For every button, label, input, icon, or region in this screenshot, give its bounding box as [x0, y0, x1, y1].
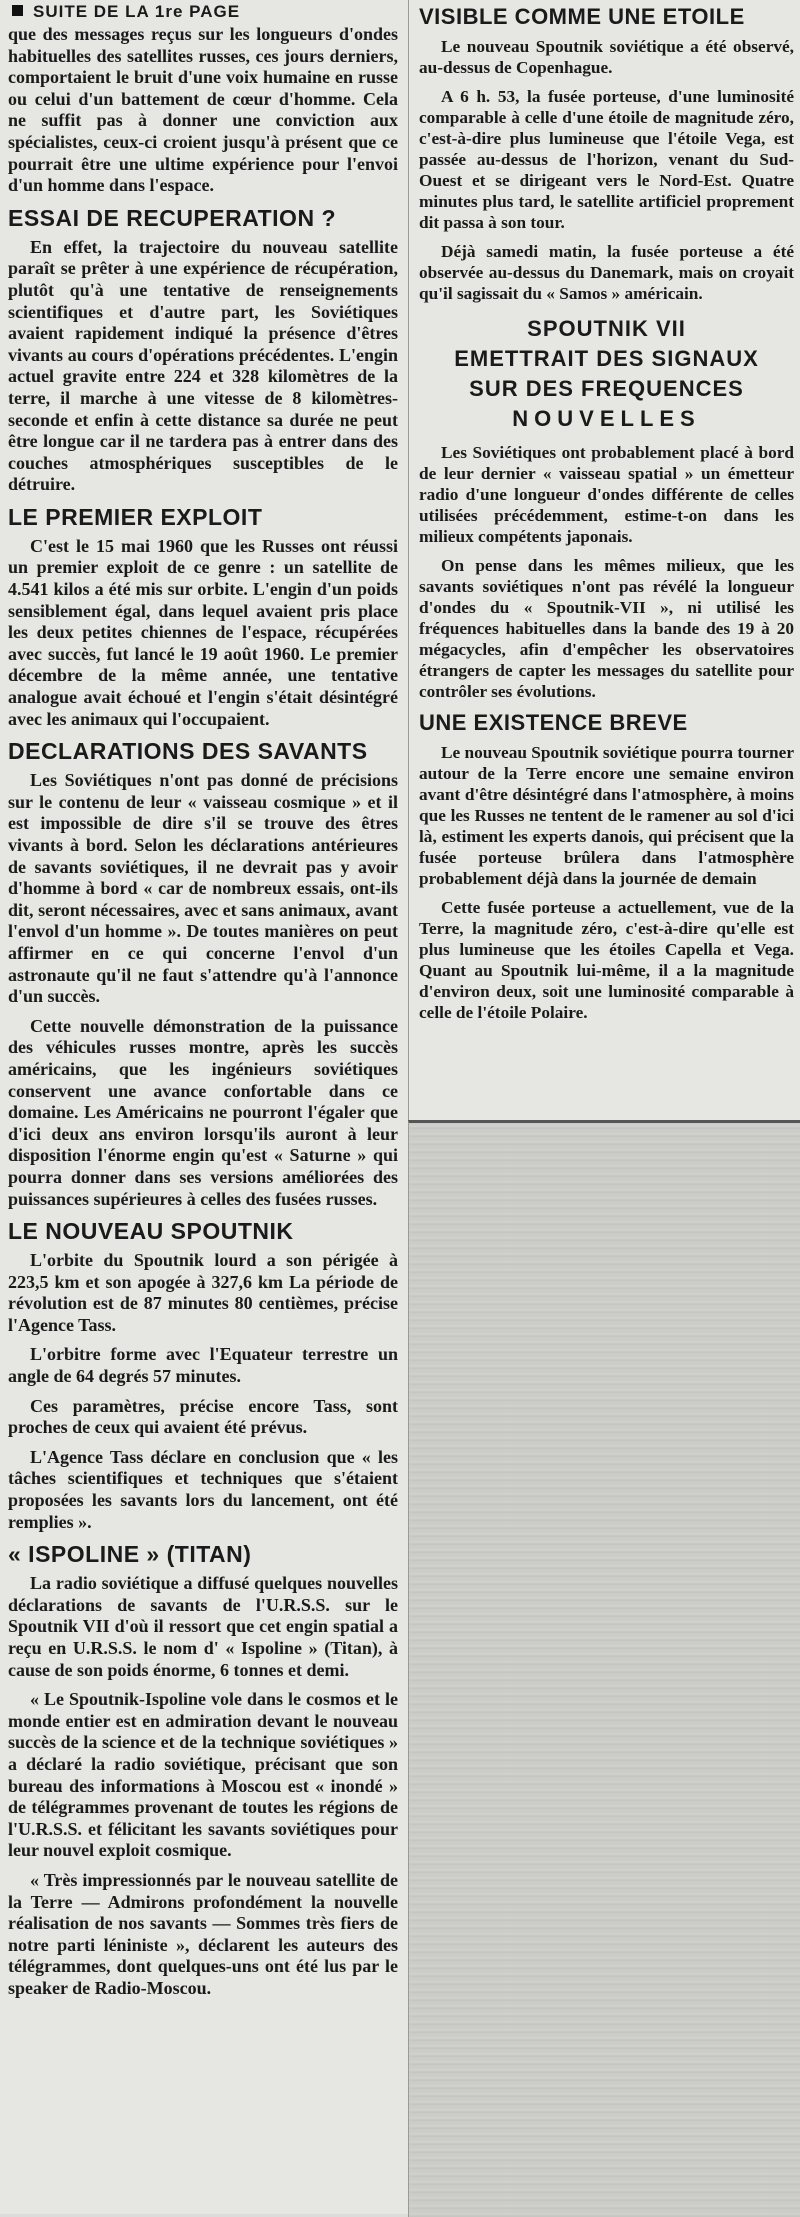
square-bullet-icon: [12, 5, 23, 16]
article-paragraph: Les Soviétiques n'ont pas donné de précisions sur le contenu de leur « vaisseau cosmique » et il est impossible de dire s'il se trouve des êtres vivants à bord. Selon les déclarations antérieures de savants soviétiques, il ne devrait pas y avoir d'homme à bord « car de nombreux essais, ont-ils dit, seront nécessaires, avec et sans animaux, avant l'envol d'un homme ». De toutes manières on peut affirmer en ce qui concerne l'envol d'un astronaute qu'il ne faut s'attendre qu'à l'annonce d'un succès.: [8, 770, 398, 1007]
heading-nouveau-spoutnik: LE NOUVEAU SPOUTNIK: [8, 1218, 294, 1245]
article-paragraph: « Très impressionnés par le nouveau satellite de la Terre — Admirons profondément la nouvelle réalisation de nos savants — Sommes très fiers de notre parti léniniste », déclarent les auteurs des télégrammes, dont quelques-uns ont été lus par le speaker de Radio-Moscou.: [8, 1869, 398, 1998]
article-paragraph: La radio soviétique a diffusé quelques nouvelles déclarations de savants de l'U.R.S.S. sur le Spoutnik VII d'où il ressort que cet engin spatial a reçu en U.R.S.S. le nom d' « Ispoline » (Titan), à cause de son poids énorme, 6 tonnes et demi.: [8, 1573, 398, 1680]
article-paragraph: Le nouveau Spoutnik soviétique pourra tourner autour de la Terre encore une semaine environ avant d'être désintégré dans l'atmosphère, à moins que les Russes ne tentent de le ramener au sol d'ici là, estiment les experts danois, qui précisent que la fusée porteuse brûlera dans l'atmosphère probablement déjà dans la journée de demain: [419, 743, 794, 888]
heading-line: SUR DES FREQUENCES: [469, 376, 744, 401]
article-paragraph: Le nouveau Spoutnik soviétique a été observé, au-dessus de Copenhague.: [419, 37, 794, 77]
continuation-header: [12, 2, 398, 22]
article-paragraph: On pense dans les mêmes milieux, que les savants soviétiques n'ont pas révélé la longueur d'ondes du « Spoutnik-VII », ni utilisé les fréquences habituelles dans la bande des 19 à 20 mégacycles, afin d'empêcher les observatoires étrangers de capter les messages du satellite pour contrôler ses évolutions.: [419, 556, 794, 701]
intro-paragraph: que des messages reçus sur les longueurs d'ondes habituelles des satellites russes, ces jours derniers, comportaient le bruit d'une voix humaine en russe ou celui d'un battement de cœur d'homme. Cela ne suffit pas à donner une conviction aux spécialistes, ceux-ci croient jusqu'à présent que ce pourrait être une ultime expérience pour l'envoi d'un homme dans l'espace.: [8, 24, 398, 196]
right-column: [408, 0, 800, 1120]
article-paragraph: Cette nouvelle démonstration de la puissance des véhicules russes montre, après les succès américains, que les ingénieurs soviétiques conservent une avance confortable dans ce domaine. Les Américains ne pourront l'égaler que d'ici deux ans environ lorsqu'ils auront à leur disposition l'énorme engin qu'est « Saturne » qui pourra donner dans ses versions améliorées des puissances supérieures à celles des fusées russes.: [8, 1015, 398, 1209]
heading-premier-exploit: LE PREMIER EXPLOIT: [8, 503, 263, 530]
article-paragraph: L'orbitre forme avec l'Equateur terrestre un angle de 64 degrés 57 minutes.: [8, 1344, 398, 1387]
article-paragraph: A 6 h. 53, la fusée porteuse, d'une luminosité comparable à celle d'une étoile de magnitude zéro, c'est-à-dire plus lumineuse que l'étoile Vega, est passée au-dessus de l'horizon, venant du Sud-Ouest et se dirigeant vers le Nord-Est. Quatre minutes plus tard, le satellite artificiel proprement dit passa à son tour.: [419, 87, 794, 232]
article-paragraph: Déjà samedi matin, la fusée porteuse a été observée au-dessus du Danemark, mais on croyait qu'il sagissait du « Samos » américain.: [419, 242, 794, 303]
heading-line: SPOUTNIK VII: [527, 316, 686, 341]
article-paragraph: « Le Spoutnik-Ispoline vole dans le cosmos et le monde entier est en admiration devant le nouveau succès de la science et de la technique soviétiques » a déclaré la radio soviétique, précisant que son bureau des informations à Moscou est « inondé » de télégrammes provenant de toutes les régions de l'U.R.S.S. et félicitant les savants soviétiques pour leur nouvel exploit cosmique.: [8, 1689, 398, 1861]
article-paragraph: En effet, la trajectoire du nouveau satellite paraît se prêter à une expérience de récupération, plutôt qu'à une tentative de renseignements scientifiques et d'autre part, les Soviétiques avaient rapidement indiqué la présence d'êtres vivants au cours d'opérations précédentes. L'engin actuel gravite entre 224 et 328 kilomètres de la terre, il marche à une vitesse de 8 kilomètres-seconde et enfin à cette distance sa durée ne peut être longue car il ne tardera pas à entrer dans des couches atmosphériques susceptibles de le détruire.: [8, 236, 398, 495]
heading-essai-recuperation: ESSAI DE RECUPERATION ?: [8, 204, 336, 231]
heading-line: NOUVELLES: [512, 406, 701, 431]
heading-visible-etoile: VISIBLE COMME UNE ETOILE: [419, 4, 745, 29]
article-paragraph: L'Agence Tass déclare en conclusion que « les tâches scientifiques et techniques que s'étaient proposées les savants lors du lancement, ont été remplies ».: [8, 1446, 398, 1532]
article-paragraph: L'orbite du Spoutnik lourd a son périgée à 223,5 km et son apogée à 327,6 km La période de révolution est de 87 minutes 80 centièmes, précise l'Agence Tass.: [8, 1250, 398, 1335]
heading-declarations-savants: DECLARATIONS DES SAVANTS: [8, 738, 368, 765]
heading-spoutnik-vii-signaux: [419, 314, 794, 434]
heading-existence-breve: UNE EXISTENCE BREVE: [419, 710, 688, 735]
article-paragraph: Les Soviétiques ont probablement placé à bord de leur dernier « vaisseau spatial » un émetteur radio d'une longueur d'ondes différente de celles utilisées précédemment, estime-t-on dans les milieux compétents japonais.: [419, 443, 794, 546]
article-paragraph: Cette fusée porteuse a actuellement, vue de la Terre, la magnitude zéro, c'est-à-dire qu'elle est plus lumineuse que les étoiles Capella et Vega. Quant au Spoutnik lui-même, il a la magnitude d'environ deux, soit une luminosité comparable à celle de l'étoile Polaire.: [419, 898, 794, 1022]
heading-ispoline-titan: « ISPOLINE » (TITAN): [8, 1541, 252, 1568]
blank-scan-area: [408, 1120, 800, 2217]
article-paragraph: Ces paramètres, précise encore Tass, sont proches de ceux qui avaient été prévus.: [8, 1395, 398, 1438]
article-paragraph: C'est le 15 mai 1960 que les Russes ont réussi un premier exploit de ce genre : un satellite de 4.541 kilos a été mis sur orbite. L'engin d'un poids sensiblement égal, dans lequel avaient pris place les deux petites chiennes de l'espace, récupérées avec succès, fut lancé le 19 août 1960. Le premier décembre de la même année, une tentative analogue avait échoué et l'engin s'était désintégré avec les animaux qui l'occupaient.: [8, 535, 398, 729]
heading-line: EMETTRAIT DES SIGNAUX: [454, 346, 759, 371]
continuation-label: SUITE DE LA 1re PAGE: [33, 2, 241, 21]
